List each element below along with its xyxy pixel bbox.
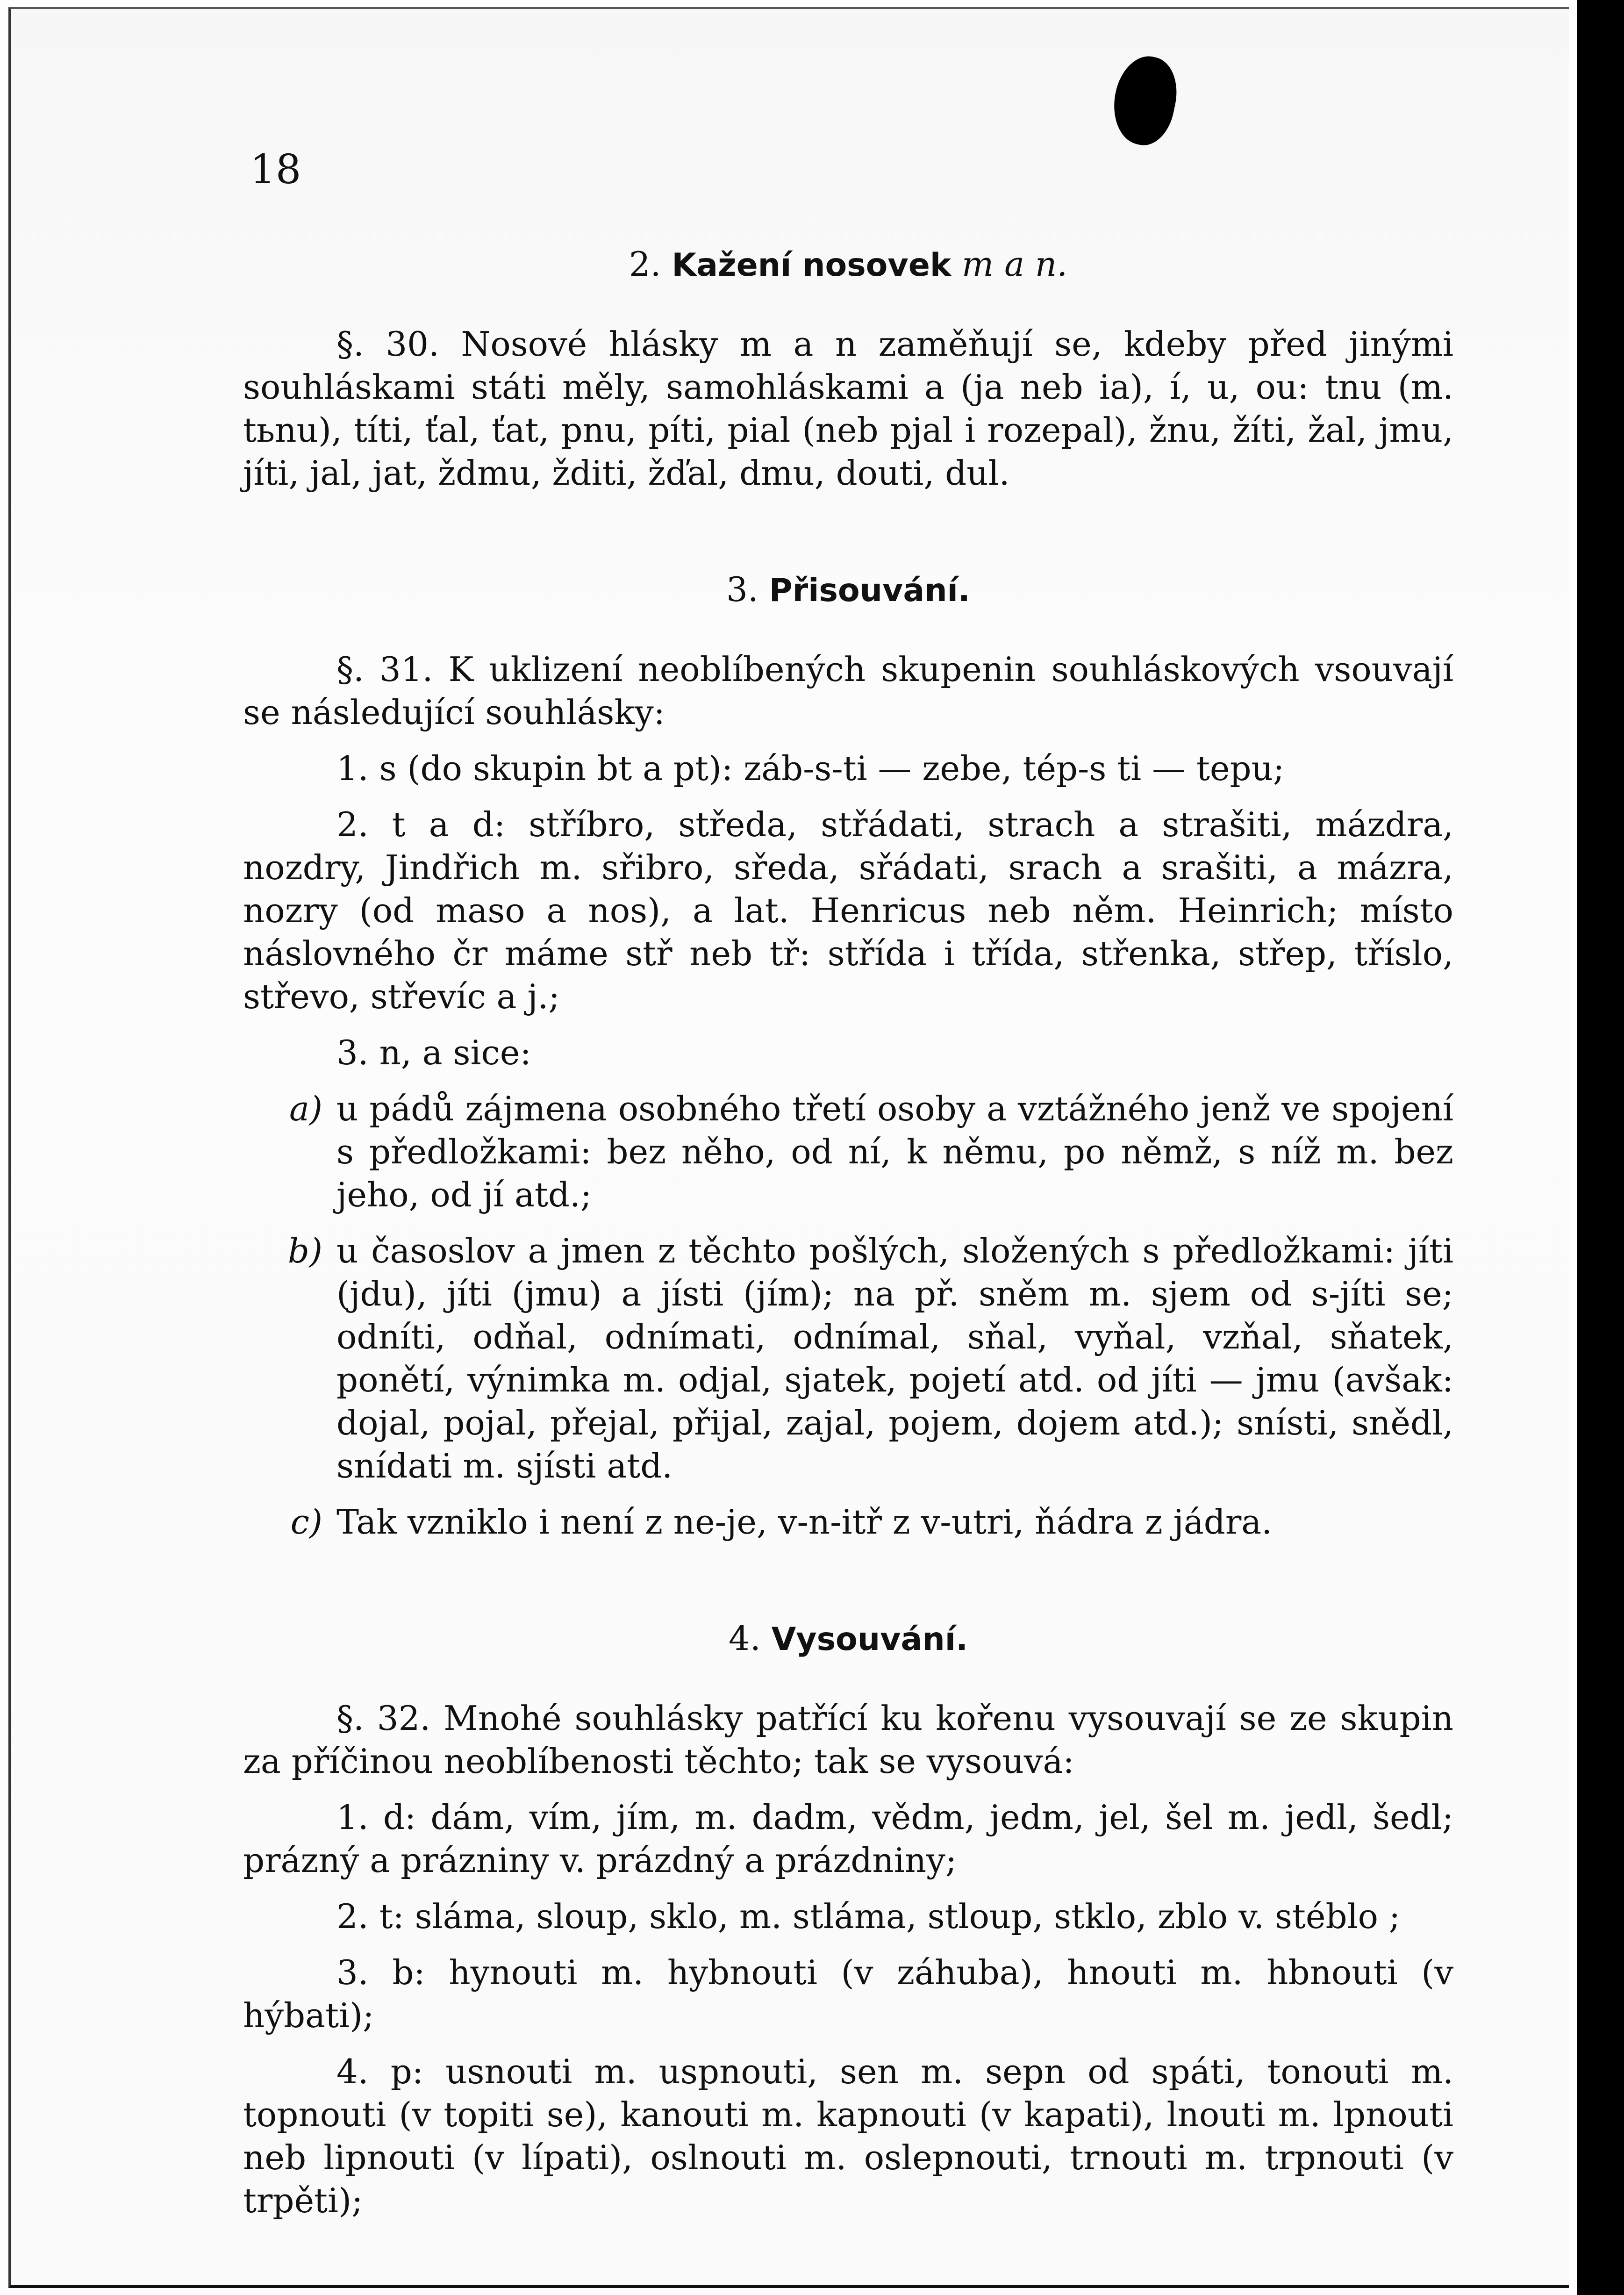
sub-item-a — [243, 1087, 1453, 1216]
sub-item-c — [243, 1500, 1453, 1543]
section-4-heading — [243, 1617, 1453, 1659]
page-number: 18 — [250, 146, 301, 193]
sub-item-b-text: u časoslov a jmen z těchto pošlých, složených s předložkami: jíti (jdu), jíti (jmu) a jísti (jím); na př. sněm m. sjem od s-jíti se; odníti, odňal, odnímati, odnímal, sňal, vyňal, vzňal, sňatek, ponětí, výnimka m. odjal, sjatek, pojetí atd. od jíti — jmu (avšak: dojal, pojal, přejal, přijal, zajal, pojem, dojem atd.); snísti, snědl, snídati m. sjísti atd. — [336, 1231, 1453, 1485]
section-2-title: Kažení nosovek — [672, 247, 952, 284]
sub-item-c-label: c) — [290, 1502, 322, 1542]
sub-item-b — [243, 1229, 1453, 1487]
paragraph-32-item-2: 2. t: sláma, sloup, sklo, m. stláma, stloup, stklo, zblo v. stéblo ; — [336, 1897, 1401, 1936]
section-4-title: Vysouvání. — [771, 1621, 968, 1658]
paragraph-31-item-3: 3. n, a sice: — [336, 1033, 531, 1072]
section-3-heading — [243, 568, 1453, 610]
section-3-number: 3. — [726, 570, 758, 609]
section-3-title: Přisouvání. — [769, 572, 970, 609]
page-content — [243, 243, 1453, 2235]
paragraph-32: §. 32. Mnohé souhlásky patřící ku kořenu vysouvají se ze skupin za příčinou neoblíbenosti těchto; tak se vysouvá: — [243, 1699, 1453, 1781]
sub-item-a-label: a) — [289, 1089, 322, 1128]
section-2-title-tail: m a n. — [961, 244, 1068, 284]
paragraph-31-item-1: 1. s (do skupin bt a pt): záb-s-ti — zebe, tép-s ti — tepu; — [336, 749, 1285, 788]
paragraph-32-item-1: 1. d: dám, vím, jím, m. dadm, vědm, jedm, jel, šel m. jedl, šedl; prázný a prázniny v. prázdný a prázdniny; — [243, 1798, 1453, 1880]
section-4-number: 4. — [729, 1619, 761, 1658]
paragraph-30: §. 30. Nosové hlásky m a n zaměňují se, kdeby před jinými souhláskami státi měly, samohláskami a (ja neb ia), í, u, ou: tnu (m. tьnu), títi, ťal, ťat, pnu, píti, pial (neb pjal i rozepal), žnu, žíti, žal, jmu, jíti, jal, jat, ždmu, žditi, žďal, dmu, douti, dul. — [243, 324, 1453, 493]
sub-item-b-label: b) — [287, 1231, 322, 1270]
sub-item-a-text: u pádů zájmena osobného třetí osoby a vztážného jenž ve spojení s předložkami: bez něho, od ní, k němu, po němž, s níž m. bez jeho, od jí atd.; — [336, 1089, 1453, 1214]
sub-item-c-text: Tak vzniklo i není z ne-je, v-n-itř z v-utri, ňádra z jádra. — [336, 1502, 1273, 1542]
paragraph-31-item-2: 2. t a d: stříbro, středa, střádati, strach a strašiti, mázdra, nozdry, Jindřich m. sřibro, sředa, sřádati, srach a srašiti, a mázra, nozry (od maso a nos), a lat. Henricus neb něm. Heinrich; místo náslovného čr máme stř neb tř: střída i třída, střenka, střep, tříslo, střevo, střevíc a j.; — [243, 805, 1453, 1016]
paragraph-31: §. 31. K uklizení neoblíbených skupenin souhláskových vsouvají se následující souhlásky: — [243, 650, 1453, 732]
paragraph-32-item-3: 3. b: hynouti m. hybnouti (v záhuba), hnouti m. hbnouti (v hýbati); — [243, 1953, 1453, 2035]
scan-right-margin — [1569, 0, 1577, 2295]
scan-right-edge — [1573, 0, 1624, 2295]
section-2-heading — [243, 243, 1453, 285]
section-2-number: 2. — [629, 244, 661, 284]
paragraph-32-item-4: 4. p: usnouti m. uspnouti, sen m. sepn od spáti, tonouti m. topnouti (v topiti se), kanouti m. kapnouti (v kapati), lnouti m. lpnouti neb lipnouti (v lípati), oslnouti m. oslepnouti, trnouti m. trpnouti (v trpěti); — [243, 2052, 1453, 2220]
